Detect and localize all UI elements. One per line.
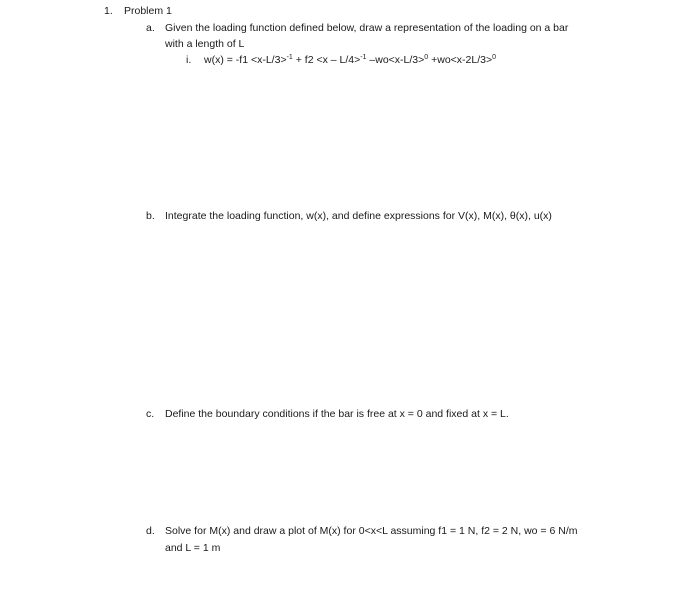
part-a-text-line1: Given the loading function defined below, draw a representation of the loading on a bar [165, 22, 569, 34]
part-d-text-line2: and L = 1 m [165, 542, 221, 554]
eq-term-4: +wo<x-2L/3> [428, 54, 493, 66]
part-a-label: a. [146, 22, 155, 34]
part-b-label: b. [146, 210, 155, 222]
eq-exp-1: -1 [286, 54, 293, 61]
eq-exp-4: 0 [492, 54, 497, 61]
problem-number: 1. [104, 5, 113, 17]
part-a-sub-i-label: i. [186, 54, 192, 66]
problem-title: Problem 1 [124, 5, 172, 17]
part-c-text: Define the boundary conditions if the bar is free at x = 0 and fixed at x = L. [165, 408, 509, 420]
eq-exp-2: -1 [360, 54, 367, 61]
loading-function-equation [204, 54, 496, 67]
part-d-text-line1: Solve for M(x) and draw a plot of M(x) for 0<x<L assuming f1 = 1 N, f2 = 2 N, wo = 6 N/m [165, 525, 578, 537]
eq-term-3: –wo<x-L/3> [366, 54, 425, 66]
part-a-text-line2: with a length of L [165, 38, 245, 50]
part-b-text: Integrate the loading function, w(x), and define expressions for V(x), M(x), θ(x), u(x) [165, 210, 552, 222]
part-c-label: c. [146, 408, 155, 420]
eq-term-2: + f2 <x – L/4> [292, 54, 361, 66]
eq-term-1: w(x) = -f1 <x-L/3> [204, 54, 287, 66]
eq-exp-3: 0 [424, 54, 429, 61]
part-d-label: d. [146, 525, 155, 537]
